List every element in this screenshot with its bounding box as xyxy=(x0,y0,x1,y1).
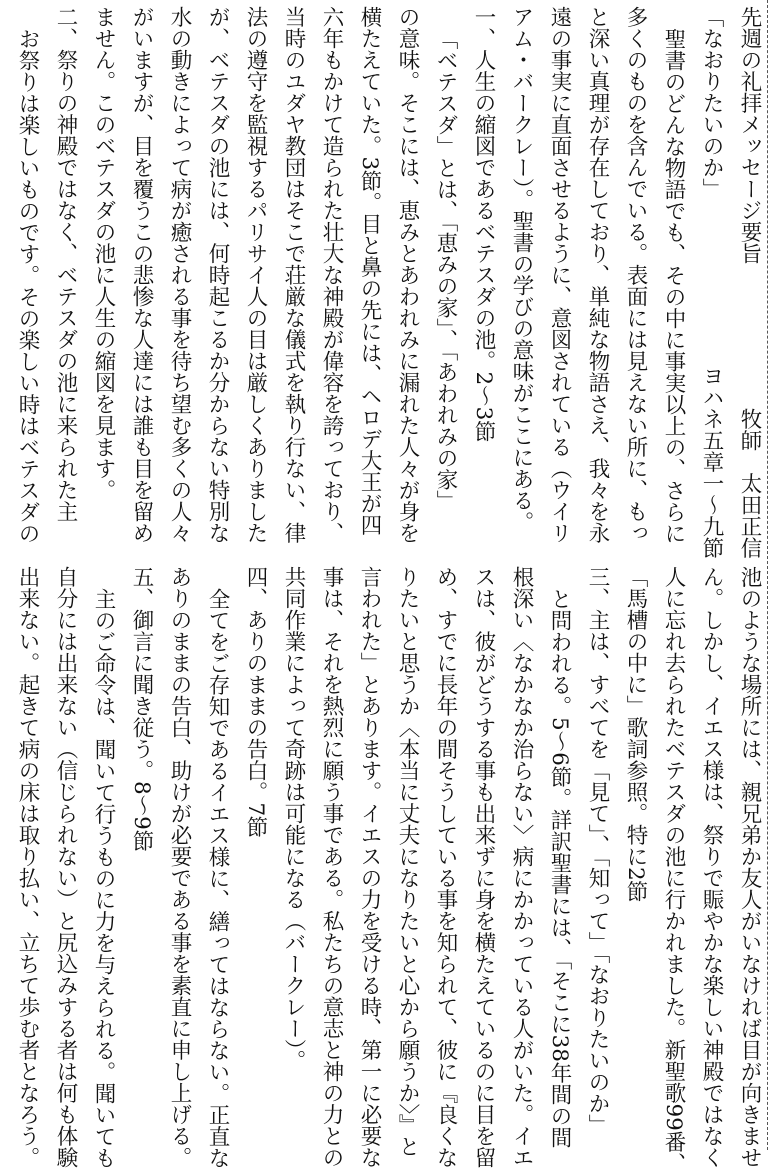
column-text: 「ベテスダ」とは、「恵みの家」、「あわれみの家」 xyxy=(433,27,458,512)
column-text: 「なおりたいのか」 xyxy=(699,6,724,200)
text-column xyxy=(8,566,46,1168)
column-text: 一、人生の縮図であるベテスダの池。2～3節 xyxy=(471,6,496,442)
column-text: 四、ありのままの告白。7節 xyxy=(243,566,268,838)
column-text: 主のご命令は、聞いて行うものに力を与えられる。聞いても xyxy=(91,587,116,1168)
text-column xyxy=(540,566,578,1146)
column-text: 遠の事実に直面させるように、意図されている（ウイリ xyxy=(547,6,572,544)
column-text: 事は、それを熱烈に願う事である。私たちの意志と神の力との xyxy=(319,566,344,1168)
column-text: め、すでに長年の間そうしている事を知られて、彼に『良くな xyxy=(433,566,458,1168)
column-right-text: ヨハネ五章一～九節 xyxy=(699,364,724,558)
column-text: の意味。そこには、恵みとあわれみに漏れた人々が身を xyxy=(395,6,420,544)
column-text: 当時のユダヤ教団はそこで荘厳な儀式を執り行ない、律 xyxy=(281,6,306,544)
bottom-vertical-text xyxy=(8,566,768,1174)
text-column xyxy=(236,566,274,1146)
text-column xyxy=(464,566,502,1168)
text-column xyxy=(84,566,122,1168)
column-text: 先週の礼拝メッセージ要旨 xyxy=(737,6,762,264)
text-column xyxy=(274,6,312,558)
text-column xyxy=(84,6,122,558)
column-text: 根深い〈なかなか治らない〉病にかかっている人がいた。イエ xyxy=(509,566,534,1168)
column-text: 「馬槽の中に」歌詞参照。特に2節 xyxy=(623,566,648,903)
text-column xyxy=(312,566,350,1168)
bottom-section xyxy=(8,566,762,1174)
column-text: 横たえていた。3節。目と鼻の先には、ヘロデ大王が四 xyxy=(357,6,382,536)
top-section xyxy=(8,6,762,558)
text-column xyxy=(578,566,616,1146)
text-column xyxy=(8,6,46,558)
text-column xyxy=(122,566,160,1146)
column-text: ん。しかし、イエス様は、祭りで賑やかな楽しい神殿ではなく xyxy=(699,566,724,1168)
text-column xyxy=(540,6,578,558)
column-right-text: 牧師 太田正信 xyxy=(737,407,762,558)
text-column xyxy=(236,6,274,558)
column-text: りたいと思うか〈本当に丈夫になりたいと心から願うか〉』と xyxy=(395,566,420,1158)
text-column xyxy=(122,6,160,558)
text-column xyxy=(312,6,350,558)
column-text: 法の遵守を監視するパリサイ人の目は厳しくありました xyxy=(243,6,268,544)
column-text: 人に忘れ去られたベテスダの池に行かれました。新聖歌99番、 xyxy=(661,566,686,1174)
column-text: 全てをご存知であるイエス様に、繕ってはならない。正直な xyxy=(205,587,230,1168)
text-column xyxy=(350,6,388,558)
column-text: 出来ない。起きて病の床は取り払い、立ちて歩む者となろう。 xyxy=(15,566,40,1168)
text-column xyxy=(502,6,540,558)
text-column xyxy=(502,566,540,1168)
column-text: 二、祭りの神殿ではなく、ベテスダの池に来られた主 xyxy=(53,6,78,522)
text-column xyxy=(616,6,654,558)
text-column xyxy=(730,6,768,558)
column-text: 聖書のどんな物語でも、その中に事実以上の、さらに xyxy=(661,27,686,544)
column-text: 池のような場所には、親兄弟か友人がいなければ目が向きませ xyxy=(737,566,762,1168)
column-text: スは、彼がどうする事も出来ずに身を横たえているのに目を留 xyxy=(471,566,496,1168)
text-column xyxy=(692,6,730,558)
column-text: が、ベテスダの池には、何時起こるか分からない特別な xyxy=(205,6,230,544)
column-text: 言われた」とあります。イエスの力を受ける時、第一に必要な xyxy=(357,566,382,1168)
text-column xyxy=(578,6,616,558)
text-column xyxy=(426,566,464,1168)
column-text: ありのままの告白、助けが必要である事を素直に申し上げる。 xyxy=(167,566,192,1168)
text-column xyxy=(274,566,312,1146)
text-column xyxy=(160,566,198,1168)
column-text: お祭りは楽しいものです。その楽しい時はベテスダの xyxy=(15,27,40,544)
column-text: 三、主は、すべてを「見て」、「知って」「なおりたいのか」 xyxy=(585,566,610,1136)
column-text: と深い真理が存在しており、単純な物語さえ、我々を永 xyxy=(585,6,610,544)
text-column xyxy=(160,6,198,558)
column-text: 共同作業によって奇跡は可能になる（バークレー）。 xyxy=(281,566,306,1072)
column-text: ません。このベテスダの池に人生の縮図を見ます。 xyxy=(91,6,116,501)
text-column xyxy=(730,566,768,1168)
column-text: がいますが、目を覆うこの悲惨な人達には誰も目を留め xyxy=(129,6,154,544)
column-text: 自分には出来ない（信じられない）と尻込みする者は何も体験 xyxy=(53,566,78,1168)
text-column xyxy=(464,6,502,558)
column-text: と問われる。5～6節。詳訳聖書には、「そこに38年間の間 xyxy=(547,587,572,1148)
text-column xyxy=(654,566,692,1174)
text-column xyxy=(692,566,730,1168)
text-column xyxy=(388,566,426,1158)
column-text: アム・バークレー）。聖書の学びの意味がここにある。 xyxy=(509,6,534,533)
column-text: 水の動きによって病が癒される事を待ち望む多くの人々 xyxy=(167,6,192,544)
text-column xyxy=(46,566,84,1168)
text-column xyxy=(616,566,654,1146)
column-text: 多くのものを含んでいる。表面には見えない所に、もっ xyxy=(623,6,648,544)
text-column xyxy=(654,6,692,558)
text-column xyxy=(46,6,84,558)
column-text: 五、御言に聞き従う。8～9節 xyxy=(129,566,154,852)
text-column xyxy=(388,6,426,558)
text-column xyxy=(198,566,236,1168)
text-column xyxy=(350,566,388,1168)
text-column xyxy=(198,6,236,558)
top-vertical-text xyxy=(8,6,768,558)
text-column xyxy=(426,6,464,558)
column-text: 六年もかけて造られた壮大な神殿が偉容を誇っており、 xyxy=(319,6,344,544)
